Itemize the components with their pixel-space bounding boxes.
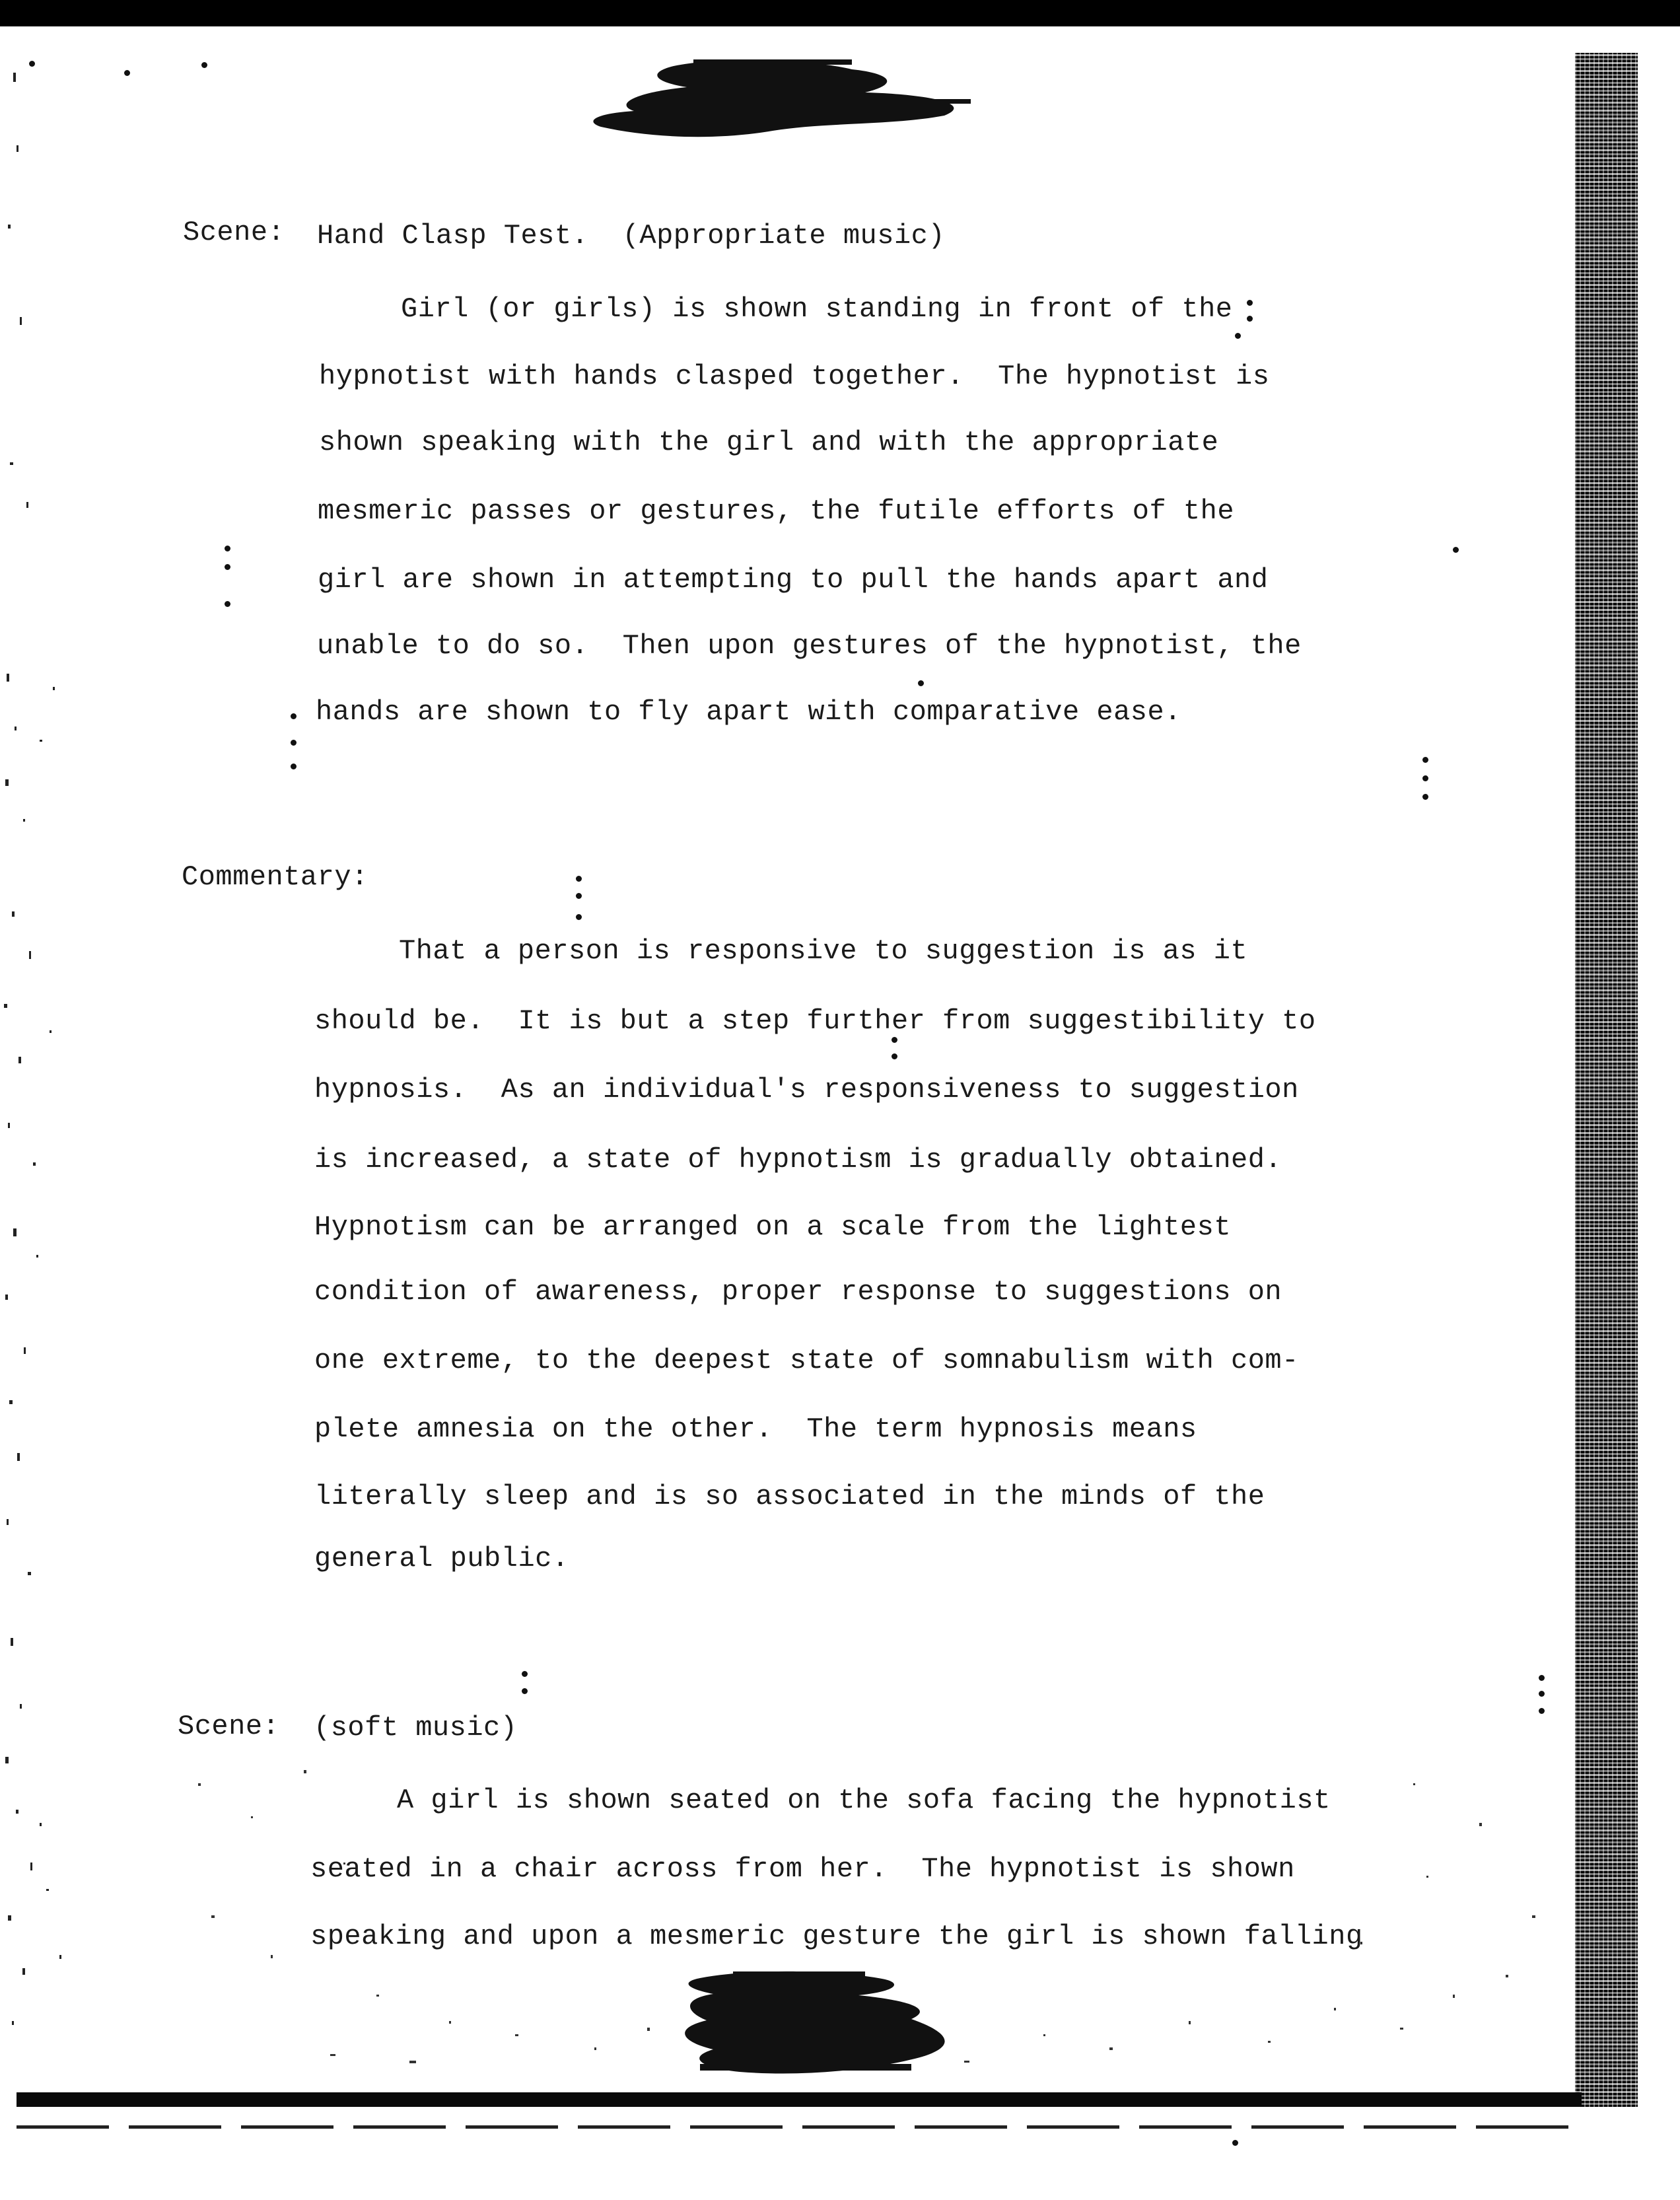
scan-speck: [1453, 547, 1459, 553]
scan-speck: [201, 62, 207, 68]
commentary-line-3: hypnosis. As an individual's responsiveness to suggestion: [314, 1074, 1299, 1106]
scene-heading-2: (soft music): [314, 1712, 518, 1744]
scene-1-line-6: unable to do so. Then upon gestures of the hypnotist, the: [317, 630, 1302, 662]
scan-speck: [225, 564, 230, 570]
scene-2-line-2: seated in a chair across from her. The hypnotist is shown: [310, 1853, 1295, 1885]
scan-speck: [1247, 316, 1253, 322]
commentary-line-9: literally sleep and is so associated in the minds of the: [314, 1481, 1265, 1512]
scan-speck: [225, 601, 230, 607]
commentary-line-2: should be. It is but a step further from suggestibility to: [314, 1005, 1316, 1037]
scene-label-1: Scene:: [183, 217, 285, 248]
scan-speck: [522, 1688, 528, 1694]
commentary-line-4: is increased, a state of hypnotism is gradually obtained.: [314, 1144, 1282, 1176]
scene-1-line-7: hands are shown to fly apart with comparative ease.: [316, 696, 1181, 728]
scan-speck: [1539, 1675, 1545, 1681]
commentary-line-5: Hypnotism can be arranged on a scale from the lightest: [314, 1211, 1232, 1243]
scene-label-2: Scene:: [178, 1711, 280, 1742]
scan-speck: [522, 1671, 528, 1677]
scan-speck: [918, 680, 924, 686]
scan-speck: [576, 876, 582, 882]
scan-speck: [576, 893, 582, 899]
scan-speck: [1235, 333, 1241, 339]
commentary-line-1: That a person is responsive to suggestion is as it: [399, 935, 1248, 967]
scene-1-line-3: shown speaking with the girl and with the appropriate: [319, 427, 1219, 458]
scene-1-line-1: Girl (or girls) is shown standing in front of the: [401, 293, 1233, 325]
commentary-line-8: plete amnesia on the other. The term hypnosis means: [314, 1413, 1197, 1445]
scan-speck: [1247, 300, 1253, 306]
scan-speck: [291, 763, 297, 769]
scan-speck: [291, 713, 297, 719]
scene-heading-1: Hand Clasp Test. (Appropriate music): [317, 220, 946, 252]
commentary-label: Commentary:: [182, 861, 368, 893]
scene-2-line-1: A girl is shown seated on the sofa facing the hypnotist: [397, 1785, 1331, 1816]
scan-speck: [29, 61, 35, 67]
scan-speck: [1232, 2140, 1238, 2146]
scene-1-line-2: hypnotist with hands clasped together. The hypnotist is: [319, 361, 1270, 392]
scene-1-line-4: mesmeric passes or gestures, the futile efforts of the: [318, 495, 1235, 527]
scan-speck: [291, 740, 297, 746]
scan-speck: [1422, 757, 1428, 763]
scan-speck: [1539, 1708, 1545, 1714]
commentary-line-6: condition of awareness, proper response to suggestions on: [314, 1276, 1282, 1308]
scan-speck: [892, 1037, 897, 1043]
scene-1-line-5: girl are shown in attempting to pull the hands apart and: [318, 564, 1269, 596]
commentary-line-10: general public.: [314, 1543, 569, 1575]
scan-speck: [576, 914, 582, 920]
commentary-line-7: one extreme, to the deepest state of somnabulism with com-: [314, 1345, 1299, 1376]
scan-speck: [892, 1053, 897, 1059]
scan-speck: [1422, 794, 1428, 800]
scan-speck: [1422, 775, 1428, 781]
scan-speck: [225, 546, 230, 551]
scan-speck: [124, 70, 130, 76]
scan-speck: [1539, 1691, 1545, 1697]
scene-2-line-3: speaking and upon a mesmeric gesture the girl is shown falling: [310, 1921, 1363, 1952]
